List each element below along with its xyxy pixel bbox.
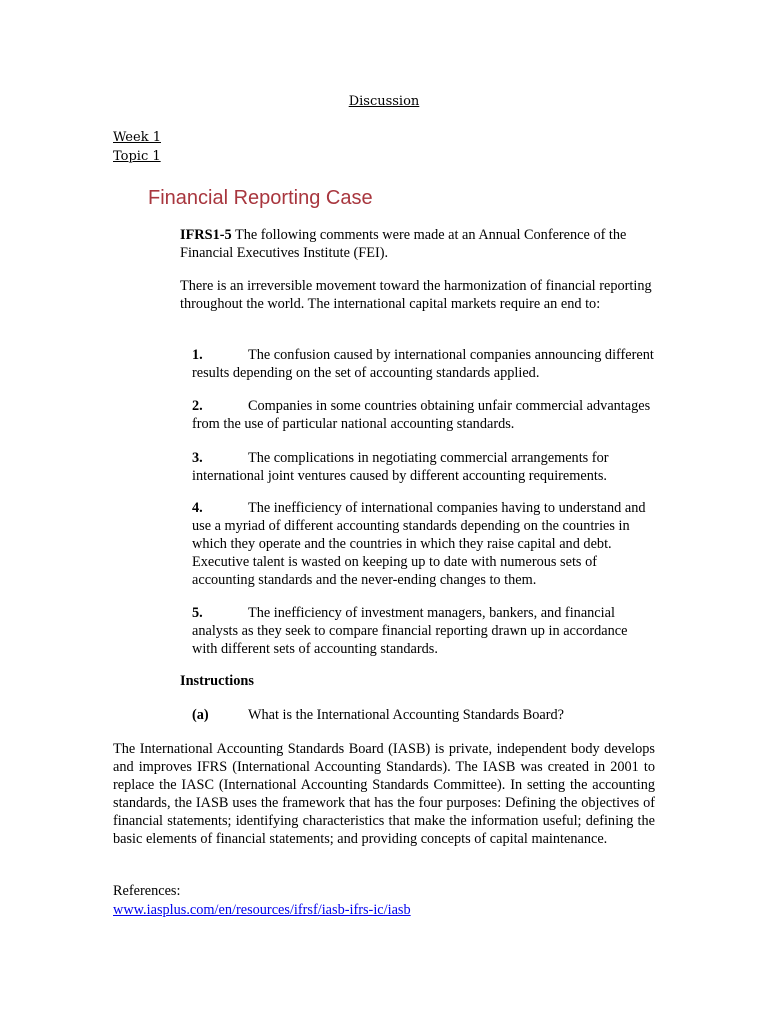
intro-text: The following comments were made at an Annual Conference of the Financial Executives Institute (FEI). — [180, 227, 627, 261]
question-text: What is the International Accounting Standards Board? — [248, 707, 565, 723]
topic-label: Topic 1 — [113, 149, 161, 164]
question-a — [192, 707, 564, 724]
list-item — [192, 499, 656, 589]
document-heading: Discussion — [348, 94, 420, 109]
list-item — [192, 604, 656, 658]
item-text: The complications in negotiating commercial arrangements for international joint ventures caused by different accounting requirements. — [192, 450, 609, 484]
references-label: References: — [113, 883, 181, 899]
answer-paragraph: The International Accounting Standards Board (IASB) is private, independent body develops and improves IFRS (International Accounting Standards). The IASB was created in 2001 to replace the IASC (International Accounting Standards Committee). In setting the accounting standards, the IASB uses the framework that has the four purposes: Defining the objectives of financial statements; identifying characteristics that make the information useful; defining the basic elements of financial statements; and providing concepts of capital maintenance. — [113, 741, 655, 847]
item-text: The inefficiency of investment managers, bankers, and financial analysts as they seek to compare financial reporting drawn up in accordance with different sets of accounting standards. — [192, 605, 628, 657]
intro-paragraph — [180, 226, 656, 262]
intro-label: IFRS1-5 — [180, 227, 232, 243]
item-text: The inefficiency of international companies having to understand and use a myriad of different accounting standards depending on the countries in which they operate and the countries in which they raise capital and debt. Executive talent is wasted on keeping up to date with numerous sets of accounting standards and the never-ending changes to them. — [192, 500, 646, 588]
instructions-label: Instructions — [180, 673, 254, 689]
list-item — [192, 397, 656, 433]
item-number: 3. — [192, 450, 203, 466]
item-text: The confusion caused by international companies announcing different results depending on the set of accounting standards applied. — [192, 347, 654, 381]
item-number: 1. — [192, 347, 203, 363]
list-item — [192, 346, 656, 382]
list-item — [192, 449, 656, 485]
case-title: Financial Reporting Case — [148, 187, 373, 209]
item-text: Companies in some countries obtaining unfair commercial advantages from the use of particular national accounting standards. — [192, 398, 651, 432]
item-number: 4. — [192, 500, 203, 516]
item-number: 2. — [192, 398, 203, 414]
question-number: (a) — [192, 707, 209, 723]
item-number: 5. — [192, 605, 203, 621]
week-label: Week 1 — [113, 130, 161, 145]
reference-link[interactable]: www.iasplus.com/en/resources/ifrsf/iasb-ifrs-ic/iasb — [113, 902, 411, 918]
paragraph-harmonization: There is an irreversible movement toward the harmonization of financial reporting throughout the world. The international capital markets require an end to: — [180, 278, 652, 312]
